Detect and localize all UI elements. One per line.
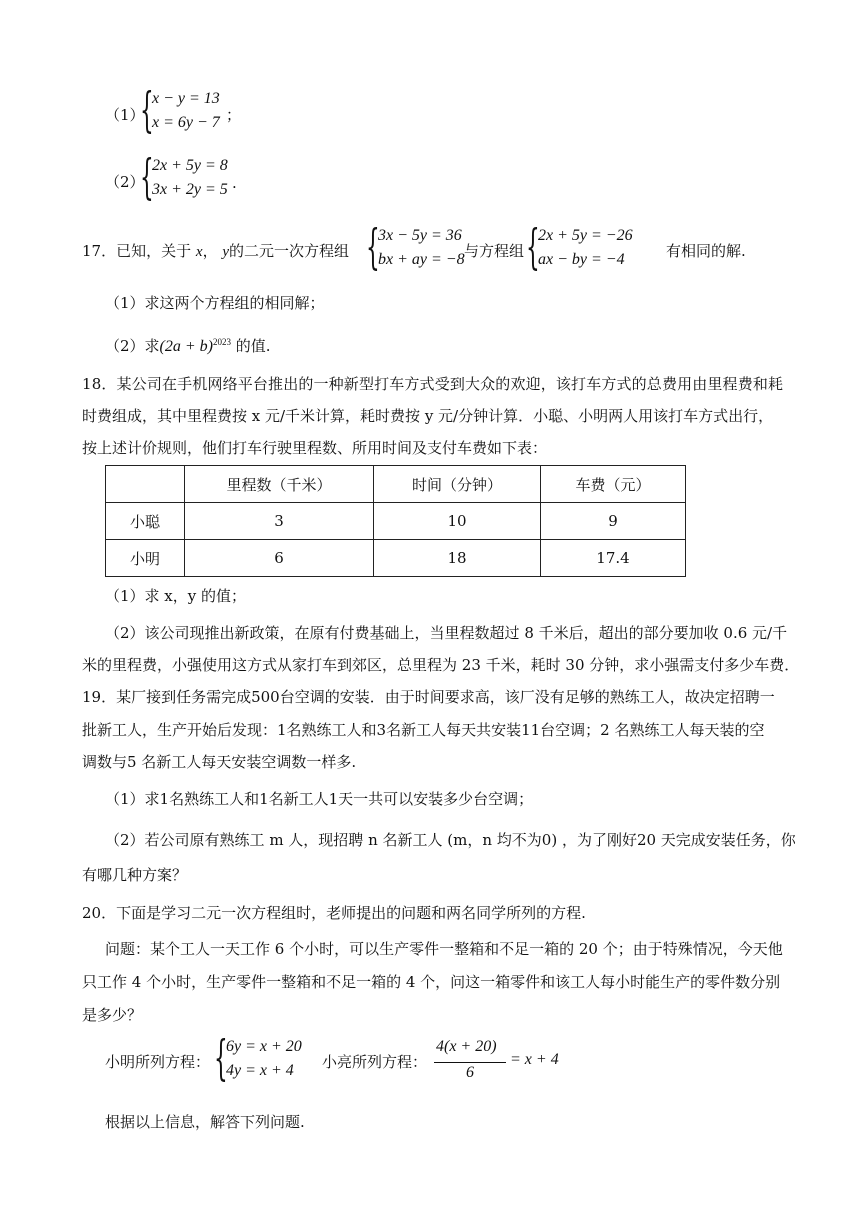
- fare-table: [105, 465, 686, 577]
- equation: 3x − 5y = 36: [378, 227, 462, 244]
- table-cell: 18: [374, 540, 541, 577]
- q17-intro: 17．已知，关于 x， y的二元一次方程组: [82, 242, 350, 260]
- equation: ax − by = −4: [538, 251, 625, 268]
- q20-line4: 是多少？: [82, 1006, 143, 1024]
- table-header-cell: [106, 466, 185, 503]
- table-row: [106, 503, 686, 540]
- equation: x − y = 13: [152, 90, 220, 107]
- q16-part1-end: ；: [226, 106, 242, 124]
- equation: 3x + 2y = 5: [152, 181, 228, 198]
- equation: 6y = x + 20: [226, 1038, 302, 1055]
- table-header-cell: 里程数（千米）: [185, 466, 374, 503]
- table-cell: 17.4: [541, 540, 686, 577]
- q19-part2-line2: 有哪几种方案？: [82, 866, 188, 884]
- q16-part2-system: [140, 149, 240, 207]
- q16-part2-label: （2）: [105, 173, 145, 191]
- equation-rhs: = x + 4: [510, 1051, 559, 1068]
- fraction-numerator: 4(x + 20): [436, 1038, 497, 1055]
- brace-icon: {: [526, 219, 540, 275]
- xiaoming-label: 小明所列方程：: [105, 1053, 211, 1071]
- q19-line1: 19．某厂接到任务需完成500台空调的安装．由于时间要求高，该厂没有足够的熟练工人，故决定招聘一: [82, 688, 775, 706]
- fraction-denominator: 6: [466, 1064, 474, 1081]
- table-cell: 10: [374, 503, 541, 540]
- xiaoliang-label: 小亮所列方程：: [322, 1053, 428, 1071]
- table-cell: 小聪: [106, 503, 185, 540]
- q17-part1: （1）求这两个方程组的相同解；: [105, 294, 325, 312]
- q20-line1: 20．下面是学习二元一次方程组时，老师提出的问题和两名同学所列的方程.: [82, 904, 586, 922]
- q19-part2-line1: （2）若公司原有熟练工 m 人，现招聘 n 名新工人 (m，n 均不为0) ，为了刚好20 天完成安装任务，你: [105, 831, 796, 849]
- q19-line3: 调数与5 名新工人每天安装空调数一样多.: [82, 753, 357, 771]
- table-cell: 9: [541, 503, 686, 540]
- q16-part2-end: .: [232, 174, 237, 192]
- q18-line1: 18．某公司在手机网络平台推出的一种新型打车方式受到大众的欢迎，该打车方式的总费用由里程费和耗: [82, 375, 784, 393]
- q18-part2-line2: 米的里程费，小强使用这方式从家打车到郊区，总里程为 23 千米，耗时 30 分钟，求小强需支付多少车费．: [82, 656, 800, 674]
- equation: x = 6y − 7: [152, 114, 220, 131]
- brace-icon: {: [214, 1030, 228, 1086]
- q20-line5: 根据以上信息，解答下列问题.: [105, 1113, 305, 1131]
- table-header-cell: 时间（分钟）: [374, 466, 541, 503]
- q17-system1: [366, 219, 466, 277]
- equation: 4y = x + 4: [226, 1062, 294, 1079]
- q19-line2: 批新工人，生产开始后发现：1名熟练工人和3名新工人每天共安装11台空调；2 名熟练工人每天装的空: [82, 721, 765, 739]
- xiaoliang-equation: [432, 1038, 562, 1088]
- q19-part1: （1）求1名熟练工人和1名新工人1天一共可以安装多少台空调；: [105, 790, 534, 808]
- q18-line3: 按上述计价规则，他们打车行驶里程数、所用时间及支付车费如下表：: [82, 439, 548, 457]
- equation: bx + ay = −8: [378, 251, 465, 268]
- table-cell: 3: [185, 503, 374, 540]
- q18-part2-line1: （2）该公司现推出新政策，在原有付费基础上，当里程数超过 8 千米后，超出的部分要加收 0.6 元/千: [105, 624, 788, 642]
- q17-system2: [526, 219, 636, 277]
- q18-part1: （1）求 x，y 的值；: [105, 587, 247, 605]
- q17-part2: （2）求$(2a + b)^{2023}$ 的值.: [105, 337, 271, 355]
- fraction-bar: [434, 1062, 506, 1063]
- table-header-row: [106, 466, 686, 503]
- q16-part1-system: [140, 82, 240, 140]
- q17-connector: 与方程组: [464, 242, 525, 260]
- xiaoming-system: [214, 1030, 314, 1088]
- q18-line2: 时费组成，其中里程费按 x 元/千米计算，耗时费按 y 元/分钟计算．小聪、小明两人用该打车方式出行，: [82, 407, 774, 425]
- equation: 2x + 5y = −26: [538, 227, 633, 244]
- equation: 2x + 5y = 8: [152, 157, 228, 174]
- q20-line2: 问题：某个工人一天工作 6 个小时，可以生产零件一整箱和不足一箱的 20 个；由于特殊情况，今天他: [105, 940, 783, 958]
- brace-icon: {: [366, 219, 380, 275]
- brace-icon: {: [140, 149, 154, 205]
- table-row: [106, 540, 686, 577]
- table-cell: 6: [185, 540, 374, 577]
- q20-line3: 只工作 4 个小时，生产零件一整箱和不足一箱的 4 个，问这一箱零件和该工人每小时能生产的零件数分别: [82, 973, 781, 991]
- table-cell: 小明: [106, 540, 185, 577]
- table-header-cell: 车费（元）: [541, 466, 686, 503]
- brace-icon: {: [140, 82, 154, 138]
- q17-intro-end: 有相同的解.: [666, 242, 746, 260]
- q16-part1-label: （1）: [105, 106, 145, 124]
